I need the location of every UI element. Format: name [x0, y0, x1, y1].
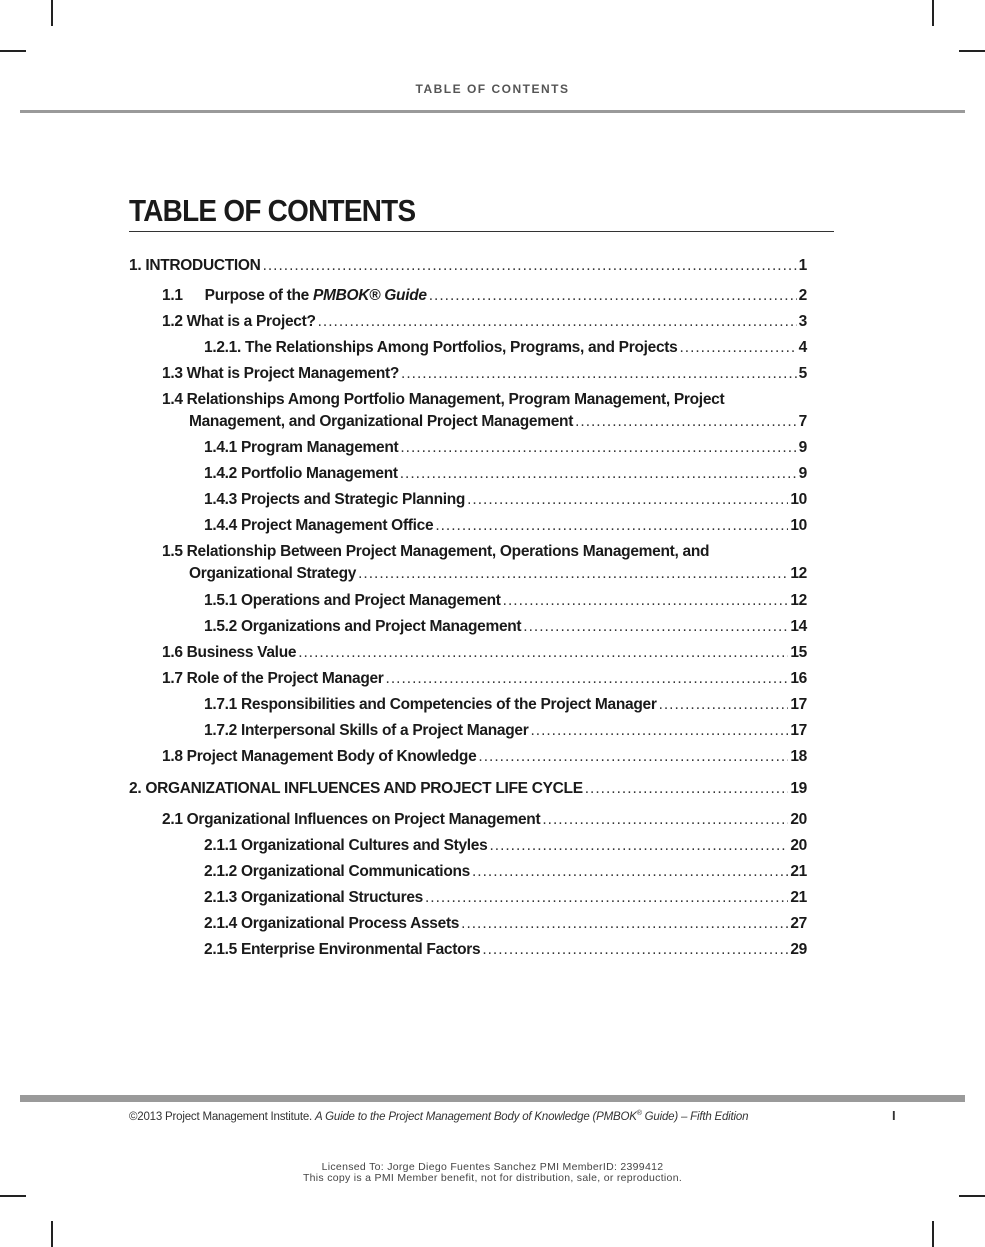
toc-entry-page: 29: [790, 941, 807, 958]
dot-leader: [425, 887, 788, 909]
toc-entry-title: 1.4.3 Projects and Strategic Planning: [204, 491, 466, 508]
dot-leader: [318, 311, 797, 333]
dot-leader: [679, 337, 796, 359]
dot-leader: [358, 563, 788, 585]
toc-entry[interactable]: [129, 778, 807, 800]
toc-entry-title: 1.7.1 Responsibilities and Competencies of the Project Manager: [204, 696, 657, 713]
dot-leader: [575, 411, 797, 433]
toc-entry-title: 1.5.2 Organizations and Project Management: [204, 618, 522, 635]
dot-leader: [400, 463, 797, 485]
toc-entry-title-italic: PMBOK® Guide: [312, 287, 427, 304]
toc-entry-title: 1.3 What is Project Management?: [162, 365, 400, 382]
toc-entry-page: 4: [798, 339, 807, 356]
toc-entry[interactable]: [204, 515, 807, 537]
toc-entry[interactable]: [204, 437, 807, 459]
footer-rule: [20, 1095, 965, 1102]
toc-entry-page: 20: [790, 837, 807, 854]
crop-mark: [0, 1195, 26, 1197]
toc-entry[interactable]: [204, 463, 807, 485]
toc-entry-title: [162, 285, 427, 307]
crop-mark: [51, 1221, 53, 1247]
dot-leader: [298, 642, 788, 664]
toc-entry-page: 14: [790, 618, 807, 635]
toc-entry[interactable]: [162, 668, 807, 690]
toc-entry-page: 19: [790, 780, 807, 797]
toc-entry-page: 12: [790, 592, 807, 609]
toc-entry-page: 17: [790, 722, 807, 739]
toc-entry-title: 2.1.1 Organizational Cultures and Styles: [204, 837, 488, 854]
dot-leader: [478, 746, 788, 768]
toc-entry-page: 9: [798, 465, 807, 482]
page-title: TABLE OF CONTENTS: [129, 193, 416, 228]
toc-entry[interactable]: [204, 861, 807, 883]
toc-entry-page: 16: [790, 670, 807, 687]
toc-entry-title: 1.7 Role of the Project Manager: [162, 670, 384, 687]
toc-entry[interactable]: [204, 720, 807, 742]
dot-leader: [429, 285, 797, 307]
toc-entry-page: 7: [798, 413, 807, 430]
toc-entry-title: 1.7.2 Interpersonal Skills of a Project Manager: [204, 722, 529, 739]
dot-leader: [386, 668, 789, 690]
dot-leader: [461, 913, 788, 935]
toc-entry[interactable]: [162, 311, 807, 333]
dot-leader: [482, 939, 788, 961]
dot-leader: [472, 861, 788, 883]
crop-mark: [932, 0, 934, 26]
toc-entry-page: 2: [798, 287, 807, 304]
toc-entry-page: 9: [798, 439, 807, 456]
dot-leader: [523, 616, 788, 638]
toc-entry[interactable]: [162, 541, 807, 585]
toc-entry[interactable]: [204, 694, 807, 716]
toc-entry-page: 18: [790, 748, 807, 765]
toc-entry-page: 12: [790, 565, 807, 582]
toc-entry[interactable]: [162, 746, 807, 768]
license-notice: [0, 1162, 985, 1184]
toc-entry-title: 2.1.4 Organizational Process Assets: [204, 915, 460, 932]
header-rule: [20, 110, 965, 113]
dot-leader: [503, 590, 789, 612]
toc-entry[interactable]: [204, 913, 807, 935]
toc-entry[interactable]: [204, 835, 807, 857]
toc-entry-title-line: 1.5 Relationship Between Project Management, Operations Management, and: [162, 543, 710, 560]
toc-entry-title: 2.1.2 Organizational Communications: [204, 863, 470, 880]
toc-entry-title: 2.1.3 Organizational Structures: [204, 889, 423, 906]
copyright-text: ©2013 Project Management Institute.: [129, 1110, 316, 1123]
toc-entry-page: 5: [798, 365, 807, 382]
toc-entry-title: 1.2.1. The Relationships Among Portfolios, Programs, and Projects: [204, 339, 678, 356]
toc-entry[interactable]: [204, 590, 807, 612]
toc-entry[interactable]: [204, 337, 807, 359]
running-head: TABLE OF CONTENTS: [415, 82, 570, 96]
toc-entry-page: 10: [790, 517, 807, 534]
crop-mark: [51, 0, 53, 26]
toc-entry-title: Management, and Organizational Project Management: [189, 413, 574, 430]
toc-entry[interactable]: [162, 363, 807, 385]
toc-entry-number: 1.1: [162, 287, 183, 304]
toc-entry-page: 10: [790, 491, 807, 508]
toc-entry[interactable]: [204, 489, 807, 511]
toc-entry[interactable]: [162, 285, 807, 307]
footer-copyright: [129, 1110, 748, 1123]
book-title-post: Guide) – Fifth Edition: [641, 1110, 749, 1123]
toc-entry[interactable]: [204, 887, 807, 909]
dot-leader: [263, 255, 797, 277]
toc-entry-title-line: 1.4 Relationships Among Portfolio Management, Program Management, Project: [162, 391, 725, 408]
dot-leader: [659, 694, 789, 716]
dot-leader: [401, 363, 797, 385]
toc-entry[interactable]: [162, 809, 807, 831]
crop-mark: [959, 1195, 985, 1197]
toc-entry-title: 2. ORGANIZATIONAL INFLUENCES AND PROJECT LIFE CYCLE: [129, 780, 583, 797]
dot-leader: [400, 437, 796, 459]
toc-entry-title-text: Purpose of the: [204, 287, 313, 304]
dot-leader: [542, 809, 788, 831]
toc-entry[interactable]: [162, 642, 807, 664]
dot-leader: [467, 489, 788, 511]
registered-mark: ®: [636, 1110, 642, 1117]
crop-mark: [959, 50, 985, 52]
toc-entry-title: 1.4.2 Portfolio Management: [204, 465, 398, 482]
toc-entry[interactable]: [129, 255, 807, 277]
toc-entry-title: 1.4.1 Program Management: [204, 439, 399, 456]
title-rule: [129, 231, 834, 232]
dot-leader: [585, 778, 789, 800]
toc-entry-page: 15: [790, 644, 807, 661]
toc-entry[interactable]: [204, 616, 807, 638]
toc-entry-page: 21: [790, 863, 807, 880]
toc-entry[interactable]: [162, 389, 807, 433]
dot-leader: [530, 720, 788, 742]
license-line-2: This copy is a PMI Member benefit, not for distribution, sale, or reproduction.: [302, 1172, 683, 1184]
page-folio: I: [892, 1108, 896, 1123]
dot-leader: [435, 515, 788, 537]
toc-entry-title: 1.4.4 Project Management Office: [204, 517, 434, 534]
toc-entry-title: 1. INTRODUCTION: [129, 257, 261, 274]
dot-leader: [489, 835, 788, 857]
toc-entry-title: Organizational Strategy: [189, 565, 357, 582]
toc-entry-page: 17: [790, 696, 807, 713]
crop-mark: [932, 1221, 934, 1247]
toc-entry-title: 1.2 What is a Project?: [162, 313, 316, 330]
toc-entry-title: 1.8 Project Management Body of Knowledge: [162, 748, 477, 765]
toc-entry-page: 21: [790, 889, 807, 906]
toc-entry-page: 20: [790, 811, 807, 828]
toc-entry-title: 1.5.1 Operations and Project Management: [204, 592, 501, 609]
toc-entry-title: 2.1.5 Enterprise Environmental Factors: [204, 941, 481, 958]
toc-entry-title: 2.1 Organizational Influences on Project Management: [162, 811, 541, 828]
toc-entry-page: 27: [790, 915, 807, 932]
toc-entry-page: 1: [798, 257, 807, 274]
book-title-pre: A Guide to the Project Management Body of Knowledge (PMBOK: [315, 1110, 637, 1123]
license-line-1: Licensed To: Jorge Diego Fuentes Sanchez PMI MemberID: 2399412: [321, 1161, 664, 1173]
toc-entry-page: 3: [798, 313, 807, 330]
toc-entry-title: 1.6 Business Value: [162, 644, 297, 661]
crop-mark: [0, 50, 26, 52]
toc-entry[interactable]: [204, 939, 807, 961]
book-title: [315, 1111, 748, 1123]
